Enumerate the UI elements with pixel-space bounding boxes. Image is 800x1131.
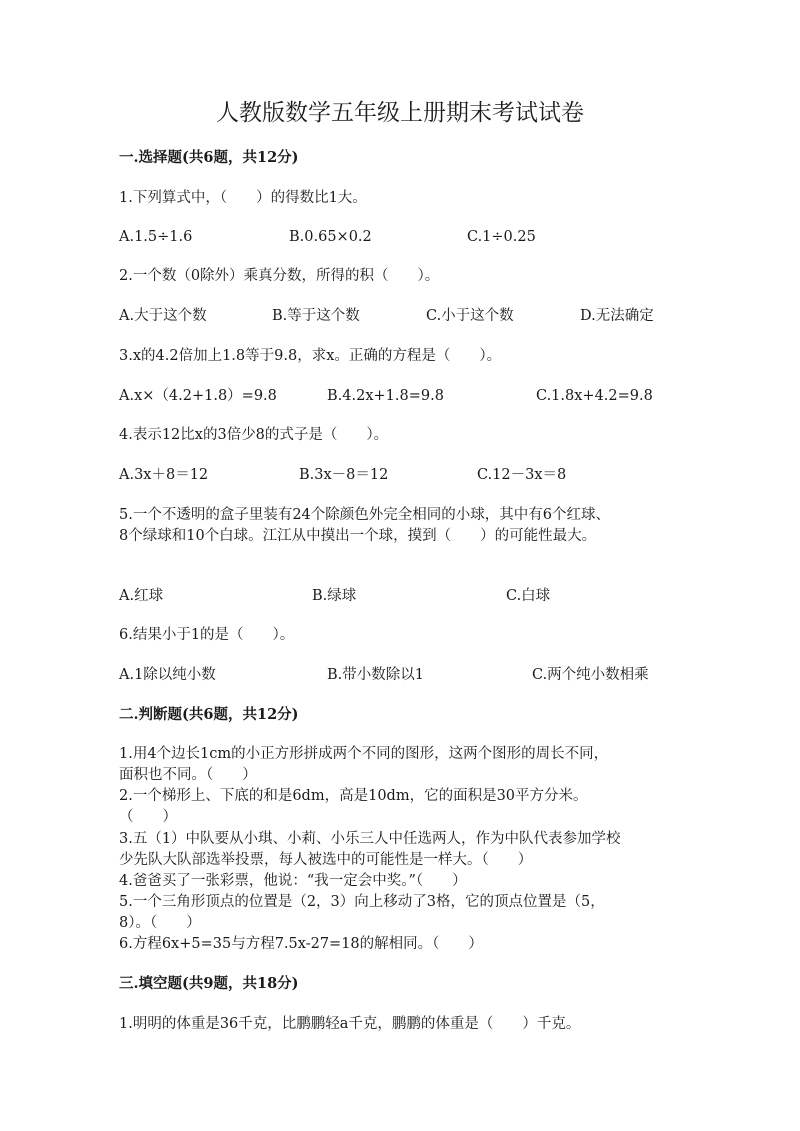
option: B.绿球 bbox=[312, 588, 357, 604]
question-line: 6.方程6x+5=35与方程7.5x-27=18的解相同。（ ） bbox=[119, 936, 483, 952]
option: C.白球 bbox=[506, 588, 551, 604]
question-line: 3.五（1）中队要从小琪、小莉、小乐三人中任选两人，作为中队代表参加学校 bbox=[119, 831, 621, 847]
option: B.4.2x+1.8=9.8 bbox=[327, 388, 444, 404]
option: D.无法确定 bbox=[580, 308, 654, 324]
exam-title: 人教版数学五年级上册期末考试试卷 bbox=[216, 100, 584, 126]
option: B.等于这个数 bbox=[272, 308, 360, 324]
section-heading: 二.判断题(共6题，共12分) bbox=[119, 706, 299, 723]
question-line: 面积也不同。（ ） bbox=[119, 767, 257, 783]
question-stem: 2.一个数（0除外）乘真分数，所得的积（ ）。 bbox=[119, 268, 440, 284]
question-line: 5.一个三角形顶点的位置是（2，3）向上移动了3格，它的顶点位置是（5， bbox=[119, 894, 605, 910]
option: B.3x－8＝12 bbox=[299, 467, 389, 483]
option: B.带小数除以1 bbox=[327, 667, 424, 683]
option: A.3x＋8＝12 bbox=[119, 467, 209, 483]
question-line: 2.一个梯形上、下底的和是6dm，高是10dm，它的面积是30平方分米。 bbox=[119, 788, 588, 804]
option: A.x×（4.2+1.8）=9.8 bbox=[119, 388, 277, 404]
section-heading: 三.填空题(共9题，共18分) bbox=[119, 975, 299, 992]
option: A.大于这个数 bbox=[119, 308, 207, 324]
option: A.1除以纯小数 bbox=[119, 667, 216, 683]
question-line: （ ） bbox=[119, 809, 177, 825]
option: C.小于这个数 bbox=[426, 308, 514, 324]
question-stem: 8个绿球和10个白球。江江从中摸出一个球，摸到（ ）的可能性最大。 bbox=[119, 528, 597, 544]
option: C.1÷0.25 bbox=[467, 229, 536, 245]
question-line: 4.爸爸买了一张彩票，他说：“我一定会中奖。”（ ） bbox=[119, 873, 467, 889]
option: A.红球 bbox=[119, 588, 164, 604]
option: A.1.5÷1.6 bbox=[119, 229, 193, 245]
option: B.0.65×0.2 bbox=[289, 229, 372, 245]
question-line: 8）。（ ） bbox=[119, 915, 201, 931]
question-line: 少先队大队部选举投票，每人被选中的可能性是一样大。（ ） bbox=[119, 852, 533, 868]
question-stem: 5.一个不透明的盒子里装有24个除颜色外完全相同的小球，其中有6个红球、 bbox=[119, 507, 611, 523]
question-stem: 6.结果小于1的是（ ）。 bbox=[119, 627, 295, 643]
question-line: 1.明明的体重是36千克，比鹏鹏轻a千克，鹏鹏的体重是（ ）千克。 bbox=[119, 1016, 581, 1032]
option: C.12－3x＝8 bbox=[477, 467, 567, 483]
option: C.1.8x+4.2=9.8 bbox=[536, 388, 653, 404]
option: C.两个纯小数相乘 bbox=[532, 667, 649, 683]
question-stem: 4.表示12比x的3倍少8的式子是（ ）。 bbox=[119, 427, 389, 443]
section-heading: 一.选择题(共6题，共12分) bbox=[119, 149, 299, 166]
question-line: 1.用4个边长1cm的小正方形拼成两个不同的图形，这两个图形的周长不同， bbox=[119, 746, 609, 762]
question-stem: 3.x的4.2倍加上1.8等于9.8，求x。正确的方程是（ ）。 bbox=[119, 348, 502, 364]
question-stem: 1.下列算式中，（ ）的得数比1大。 bbox=[119, 190, 367, 206]
